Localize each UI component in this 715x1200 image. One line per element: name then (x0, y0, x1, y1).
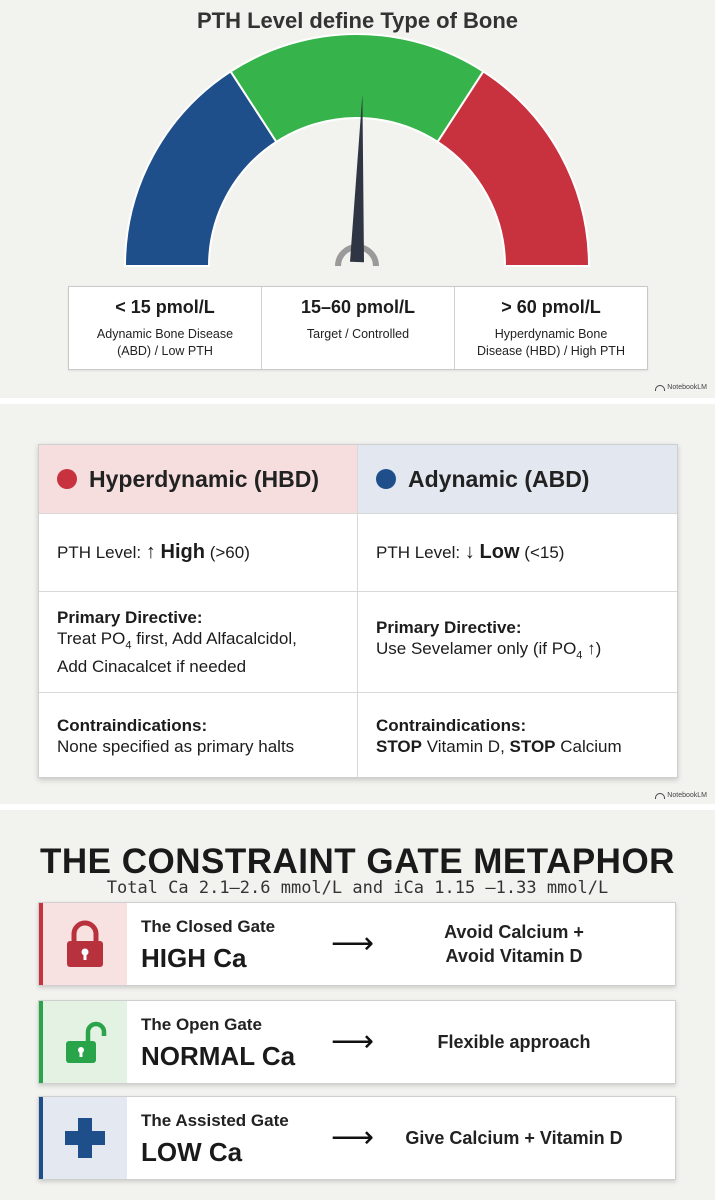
range-high-desc-line2: Disease (HBD) / High PTH (477, 344, 625, 358)
pth-value: (<15) (524, 543, 565, 562)
range-target-desc: Target / Controlled (306, 327, 410, 341)
directive-text: ↑) (582, 639, 602, 659)
directive-text: first, Add Alfacalcidol, (131, 628, 297, 648)
range-high-desc-line1: Hyperdynamic Bone (494, 327, 608, 341)
brand-label (655, 792, 707, 799)
abd-pth-level (358, 514, 677, 591)
gauge-segment-target (231, 34, 484, 142)
stop-text: STOP (376, 736, 422, 756)
brand-text: NotebookLM (667, 792, 707, 799)
range-high (455, 287, 647, 369)
gate-icon-box (43, 1097, 127, 1179)
gate-icon-box (43, 903, 127, 985)
notebooklm-logo-icon (655, 793, 665, 799)
blue-dot-icon (376, 469, 396, 489)
down-arrow-icon: ↓ (464, 541, 475, 563)
hbd-contraindications (39, 693, 358, 778)
gate-card-open (38, 1000, 676, 1084)
comparison-table (38, 444, 678, 778)
constraint-gate-panel (0, 810, 715, 1200)
gate-icon-box (43, 1001, 127, 1083)
directive-line1 (57, 628, 339, 656)
subscript: 4 (125, 639, 132, 652)
contra-label: Contraindications: (376, 715, 527, 735)
hbd-directive (39, 592, 358, 692)
gate-name: The Assisted Gate (141, 1111, 289, 1130)
red-dot-icon (57, 469, 77, 489)
action-line2: Avoid Vitamin D (445, 946, 583, 966)
contra-text (376, 736, 659, 757)
gate-state: LOW Ca (141, 1137, 243, 1167)
hbd-pth-level (39, 514, 358, 591)
header-adynamic (358, 445, 677, 513)
subscript: 4 (576, 649, 583, 662)
lock-open-icon (62, 1019, 108, 1065)
brand-label (655, 384, 707, 391)
directive-label: Primary Directive: (376, 618, 522, 638)
gate-action (399, 1097, 629, 1179)
range-target (262, 287, 455, 369)
header-hyperdynamic (39, 445, 358, 513)
contra-text: None specified as primary halts (57, 736, 295, 756)
gate-name: The Open Gate (141, 1015, 262, 1034)
abd-contraindications (358, 693, 677, 778)
contra-item: Vitamin D, (421, 736, 510, 756)
directive-text: Treat PO (57, 628, 126, 648)
table-row (39, 514, 677, 592)
gate-card-assisted (38, 1096, 676, 1180)
right-arrow-icon: ⟶ (331, 927, 375, 960)
notebooklm-logo-icon (655, 385, 665, 391)
pth-label: PTH Level: (57, 543, 146, 562)
directive-line1 (376, 638, 659, 666)
bone-disease-comparison-panel (0, 404, 715, 804)
directive-text: Use Sevelamer only (if PO (376, 639, 577, 659)
action-line1: Give Calcium + Vitamin D (405, 1128, 623, 1148)
right-arrow-icon: ⟶ (331, 1121, 375, 1154)
brand-text: NotebookLM (667, 384, 707, 391)
range-low-value: < 15 pmol/L (115, 297, 215, 317)
lock-closed-icon (63, 919, 107, 969)
gate-state: NORMAL Ca (141, 1041, 296, 1071)
pth-word: High (160, 541, 205, 563)
plus-icon (62, 1115, 108, 1161)
table-row (39, 693, 677, 778)
pth-range-table (68, 286, 648, 370)
action-line1: Flexible approach (437, 1032, 591, 1052)
abd-directive (358, 592, 677, 692)
header-adynamic-label: Adynamic (ABD) (408, 465, 590, 492)
table-header-row (39, 445, 677, 514)
gate-title: THE CONSTRAINT GATE METAPHOR (40, 842, 675, 881)
gate-state: HIGH Ca (141, 943, 247, 973)
pth-label: PTH Level: (376, 543, 465, 562)
range-low (69, 287, 262, 369)
range-target-value: 15–60 pmol/L (300, 297, 416, 317)
gate-subtitle: Total Ca 2.1–2.6 mmol/L and iCa 1.15 –1.33 mmol/L (106, 878, 609, 898)
pth-value: (>60) (209, 543, 250, 562)
up-arrow-icon: ↑ (145, 541, 156, 563)
gate-card-closed (38, 902, 676, 986)
gate-action (399, 903, 629, 985)
pth-gauge (0, 0, 715, 290)
range-high-value: > 60 pmol/L (501, 297, 601, 317)
contra-label: Contraindications: (57, 715, 208, 735)
gate-name: The Closed Gate (141, 917, 276, 936)
contra-item: Calcium (555, 736, 622, 756)
range-low-desc-line1: Adynamic Bone Disease (96, 327, 234, 341)
gate-action (399, 1001, 629, 1083)
right-arrow-icon: ⟶ (331, 1025, 375, 1058)
action-line1: Avoid Calcium + (444, 922, 584, 942)
pth-gauge-panel (0, 0, 715, 398)
table-row (39, 592, 677, 693)
pth-word: Low (479, 541, 520, 563)
gauge-needle (350, 94, 364, 262)
range-low-desc-line2: (ABD) / Low PTH (117, 344, 213, 358)
stop-text: STOP (509, 736, 556, 756)
directive-label: Primary Directive: (57, 607, 203, 627)
directive-line2: Add Cinacalcet if needed (57, 657, 247, 677)
gauge-title: PTH Level define Type of Bone (196, 8, 519, 33)
header-hyperdynamic-label: Hyperdynamic (HBD) (89, 465, 320, 492)
